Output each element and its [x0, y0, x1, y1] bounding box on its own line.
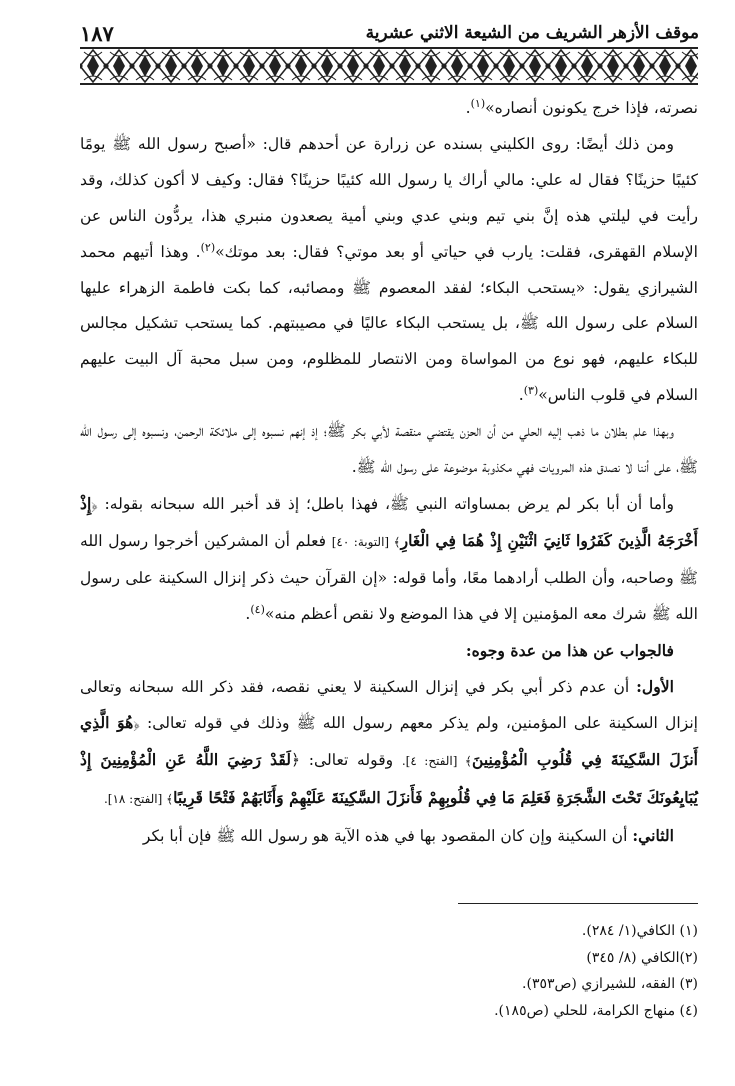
body-text [80, 91, 698, 855]
point-label-first: الأول: [636, 676, 674, 696]
quran-verse-2: هُوَ الَّذِي أَنزَلَ السَّكِينَةَ فِي قُلُوبِ الْمُؤْمِنِينَ [80, 713, 698, 770]
paragraph-1: نصرته، فإذا خرج يكونون أنصاره»$^{(١)}$. [465, 96, 698, 117]
footnote-ref-3: (٣) [523, 384, 539, 398]
ornamental-band [80, 46, 698, 86]
footnote-ref-2: (٢) [200, 240, 216, 254]
paragraph-2-text: ومن ذلك أيضًا: روى الكليني بسنده عن زرارة عن أحدهم قال: «أصبح رسول الله ﷺ يومًا كئيبًا حزينًا؟ فقال له علي: مالي أراك يا رسول الله كئيبًا حزينًا؟ فقال: وكيف لا أكون كذلك، وقد رأيت في ليلتي هذه إنَّ بني تيم وبني عدي وبني أمية يصعدون منبري هذا، يردُّون الناس عن الإسلام القهقرى، فقلت: يارب في حياتي أو بعد موتي؟ فقال: بعد موتك» [80, 134, 699, 261]
quran-ref-2: ﴾ [الفتح: ٤]. [401, 754, 472, 769]
paragraph-5-text-a: أن عدم ذكر أبي بكر في إنزال السكينة لا يعني نقصه، فقد ذكر الله سبحانه وتعالى إنزال السكينة على المؤمنين، ولم يذكر معهم رسول الله ﷺ وذلك في قوله تعالى: ﴿ [80, 677, 698, 733]
paragraph-6 [80, 818, 698, 855]
point-label-second: الثاني: [632, 826, 674, 846]
paragraph-1-text: نصرته، فإذا خرج يكونون أنصاره» [485, 99, 698, 117]
quran-verse-1: إِذْ أَخْرَجَهُ الَّذِينَ كَفَرُوا ثَانِيَ اثْنَيْنِ إِذْ هُمَا فِي الْغَارِ [80, 493, 698, 550]
footnote-4: (٤) منهاج الكرامة، للحلي (ص١٨٥). [494, 1002, 698, 1019]
quran-ref-3: ﴾ [الفتح: ١٨]. [103, 792, 174, 807]
paragraph-4-text-a: وأما أن أبا بكر لم يرض بمساواته النبي ﷺ، فهذا باطل؛ إذ قد أخبر الله سبحانه بقوله: ﴿ [91, 494, 674, 513]
footnote-divider [458, 903, 698, 904]
paragraph-4: وأما أن أبا بكر لم يرض بمساواته النبي ﷺ، فهذا باطل؛ إذ قد أخبر الله سبحانه بقوله: ﴿إِذْ أَخْرَجَهُ الَّذِينَ كَفَرُوا ثَانِيَ اثْنَيْنِ إِذْ هُمَا فِي الْغَارِ﴾ [التوبة: ٤٠] فعلم أن المشركين أخرجوا رسول الله ﷺ وصاحبه، وأن الطلب أرادهما معًا، وأما قوله: «إن القرآن حيث ذكر إنزال السكينة على رسول الله ﷺ شرك معه المؤمنين إلا في هذا الموضع ولا نقص أعظم منه»$^{(٤)}$. [80, 493, 698, 623]
footnote-2: (٢)الكافي (٨/ ٣٤٥) [586, 949, 698, 966]
footnotes [298, 918, 698, 1024]
quran-ref-1: ﴾ [التوبة: ٤٠] [331, 534, 401, 549]
quran-verse-3: لَقَدْ رَضِيَ اللَّهُ عَنِ الْمُؤْمِنِينَ إِذْ يُبَايِعُونَكَ تَحْتَ الشَّجَرَةِ فَعَلِمَ مَا فِي قُلُوبِهِمْ فَأَنزَلَ السَّكِينَةَ عَلَيْهِمْ وَأَثَابَهُمْ فَتْحًا قَرِيبًا [80, 750, 698, 808]
footnote-ref-4: (٤) [250, 602, 265, 616]
paragraph-2: ومن ذلك أيضًا: روى الكليني بسنده عن زرارة عن أحدهم قال: «أصبح رسول الله ﷺ يومًا كئيبًا حزينًا؟ فقال له علي: مالي أراك يا رسول الله كئيبًا حزينًا؟ فقال: وكيف لا أكون كذلك، وقد رأيت في ليلتي هذه إنَّ بني تيم وبني عدي وبني أمية يصعدون منبري هذا، يردُّون الناس عن الإسلام القهقرى، فقلت: يارب في حياتي أو بعد موتي؟ فقال: بعد موتك»$^{(٢)}$. وهذا أتيهم محمد الشيرازي يقول: «يستحب البكاء؛ لفقد المعصوم ﷺ ومصائبه، كما بكت فاطمة الزهراء عليها السلام على رسول الله ﷺ، بل يستحب البكاء عاليًا في مصيبتهم. كما يستحب تشكيل مجالس للبكاء عليهم، فهو نوع من المواساة ومن الانتصار للمظلوم، ومن سبل محبة آل البيت عليهم السلام في قلوب الناس»$^{(٣)}$. [80, 134, 699, 405]
paragraph-4-text-b: فعلم أن المشركين أخرجوا رسول الله ﷺ وصاحبه، وأن الطلب أرادهما معًا، وأما قوله: «إن القرآن حيث ذكر إنزال السكينة على رسول الله ﷺ شرك معه المؤمنين إلا في هذا الموضع ولا نقص أعظم منه» [80, 531, 698, 623]
paragraph-5 [80, 669, 698, 819]
page-header [80, 22, 699, 44]
running-title: موقف الأزهر الشريف من الشيعة الاثني عشرية [365, 23, 699, 43]
paragraph-3: وبهذا علم بطلان ما ذهب إليه الحلي من أن الحزن يقتضي منقصة لأبي بكر ﷺ؛ إذ إنهم نسبوه إلى ملائكة الرحمن، ونسبوه إلى رسول الله ﷺ، على أننا لا نصدق هذه المرويات فهي مكذوبة موضوعة على رسول الله ﷺ. [80, 422, 698, 477]
paragraph-2-tail: . وهذا أتيهم محمد الشيرازي يقول: «يستحب البكاء؛ لفقد المعصوم ﷺ ومصائبه، كما بكت فاطمة الزهراء عليها السلام على رسول الله ﷺ، بل يستحب البكاء عاليًا في مصيبتهم. كما يستحب تشكيل مجالس للبكاء عليهم، فهو نوع من المواساة ومن الانتصار للمظلوم، ومن سبل محبة آل البيت عليهم السلام في قلوب الناس» [80, 242, 698, 405]
paragraph-6-text: أن السكينة وإن كان المقصود بها في هذه الآية هو رسول الله ﷺ فإن أبا بكر [142, 827, 633, 846]
footnote-1: (١) الكافي(١/ ٢٨٤). [581, 923, 698, 939]
paragraph-5-text-b: وقوله تعالى: ﴿ [291, 751, 402, 770]
footnote-3: (٣) الفقه، للشيرازي (ص٣٥٣). [522, 976, 698, 992]
page-number: ١٨٧ [80, 20, 114, 46]
section-heading: فالجواب عن هذا من عدة وجوه: [465, 640, 674, 660]
footnote-ref-1: (١) [470, 96, 486, 110]
